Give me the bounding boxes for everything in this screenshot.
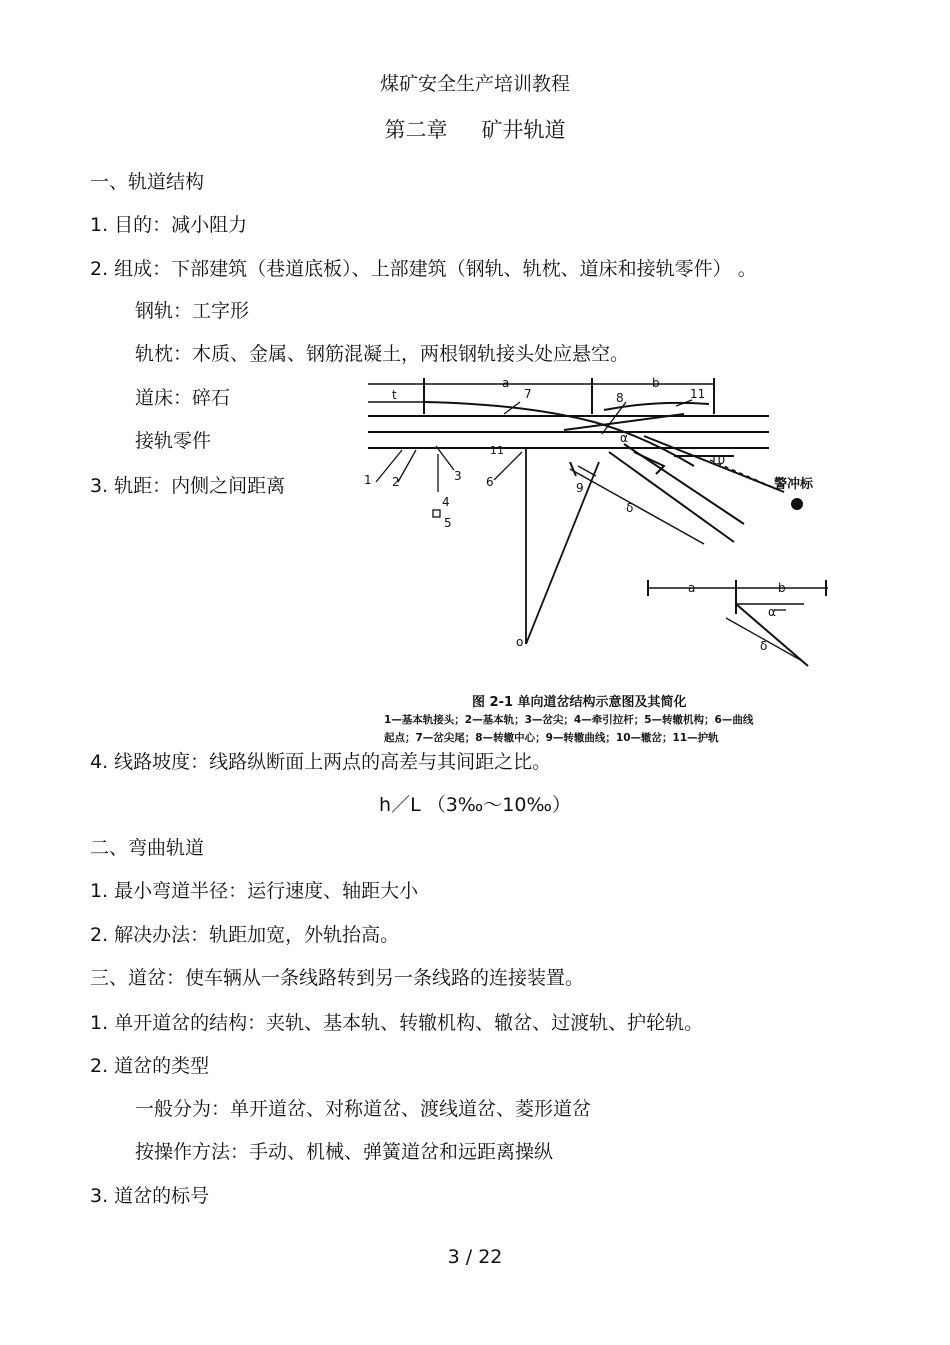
list-item: 接轨零件 xyxy=(135,430,212,452)
chapter-number: 第二章 xyxy=(384,118,448,142)
label-clearance-marker: 警冲标 xyxy=(774,477,814,492)
callout-2: 2 xyxy=(392,475,400,489)
label-o: o xyxy=(516,635,524,649)
callout-6: 6 xyxy=(486,475,494,489)
turnout-diagram xyxy=(364,374,831,744)
callout-1: 1 xyxy=(364,473,372,487)
callout-8: 8 xyxy=(616,391,624,405)
callout-11-inline: 11 xyxy=(490,444,504,457)
label-delta: δ xyxy=(626,501,634,515)
callout-3: 3 xyxy=(454,469,462,483)
list-item: 3. 轨距：内侧之间距离 xyxy=(90,475,286,497)
chapter-name: 矿井轨道 xyxy=(481,118,566,142)
callout-9: 9 xyxy=(576,481,584,495)
label-b-simplified: b xyxy=(778,581,786,595)
list-item: 3. 道岔的标号 xyxy=(90,1185,210,1207)
label-t: t xyxy=(392,388,397,402)
page-header: 煤矿安全生产培训教程 xyxy=(379,73,570,95)
label-delta-simplified: δ xyxy=(760,639,768,653)
list-item: 钢轨：工字形 xyxy=(135,300,250,322)
formula: h／L （3‰～10‰） xyxy=(379,794,571,816)
callout-11: 11 xyxy=(690,387,706,401)
callout-5: 5 xyxy=(444,516,452,530)
list-item: 轨枕：木质、金属、钢筋混凝土，两根钢轨接头处应悬空。 xyxy=(135,343,630,365)
section-heading: 三、道岔：使车辆从一条线路转到另一条线路的连接装置。 xyxy=(90,967,585,989)
list-item: 1. 目的：减小阻力 xyxy=(90,214,248,236)
list-item: 按操作方法：手动、机械、弹簧道岔和远距离操纵 xyxy=(135,1141,554,1163)
label-a: a xyxy=(502,376,510,390)
callout-10: 10 xyxy=(710,453,726,467)
label-alpha-simplified: α xyxy=(768,605,776,619)
list-item: 1. 最小弯道半径：运行速度、轴距大小 xyxy=(90,880,419,902)
list-item: 1. 单开道岔的结构：夹轨、基本轨、转辙机构、辙岔、过渡轨、护轮轨。 xyxy=(90,1012,704,1034)
label-alpha: α xyxy=(620,431,628,445)
list-item: 2. 解决办法：轨距加宽，外轨抬高。 xyxy=(90,924,400,946)
section-heading: 一、轨道结构 xyxy=(90,171,205,193)
section-heading: 二、弯曲轨道 xyxy=(90,837,205,859)
list-item: 4. 线路坡度：线路纵断面上两点的高差与其间距之比。 xyxy=(90,751,552,773)
figure-legend-2: 起点；7—岔尖尾；8—转辙中心；9—转辙曲线；10—辙岔；11—护轨 xyxy=(384,732,719,744)
list-item: 一般分为：单开道岔、对称道岔、渡线道岔、菱形道岔 xyxy=(135,1098,592,1120)
callout-7: 7 xyxy=(524,387,532,401)
chapter-title xyxy=(0,118,950,142)
list-item: 道床：碎石 xyxy=(135,387,231,409)
label-a-simplified: a xyxy=(688,581,696,595)
page-number: 3 / 22 xyxy=(447,1246,503,1268)
label-b: b xyxy=(652,376,660,390)
list-item: 2. 道岔的类型 xyxy=(90,1055,210,1077)
callout-4: 4 xyxy=(442,495,450,509)
figure-legend-1: 1—基本轨接头；2—基本轨；3—岔尖；4—牵引拉杆；5—转辙机构；6—曲线 xyxy=(384,714,754,726)
figure-caption: 图 2-1 单向道岔结构示意图及其简化 xyxy=(472,695,687,710)
list-item: 2. 组成：下部建筑（巷道底板）、上部建筑（钢轨、轨枕、道床和接轨零件） 。 xyxy=(90,258,757,280)
